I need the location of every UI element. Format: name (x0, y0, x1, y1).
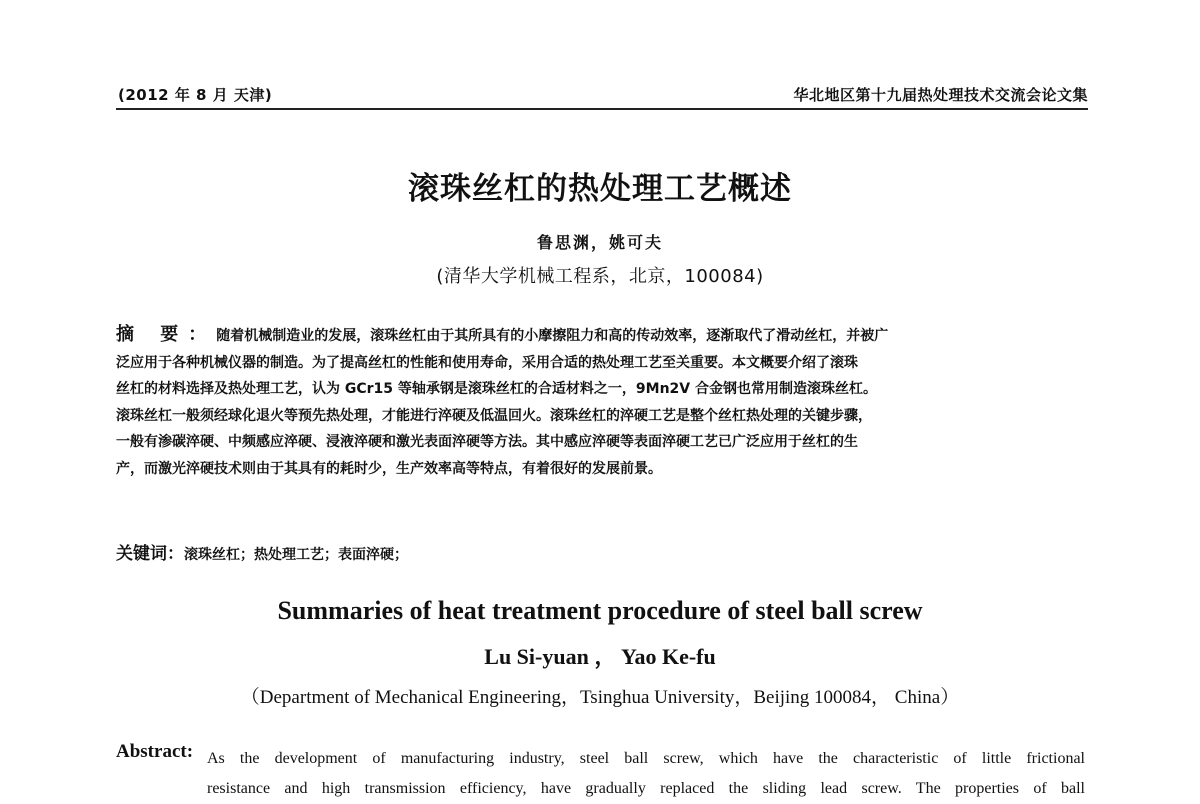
abstract-cn-line: 产，而激光淬硬技术则由于其具有的耗时少，生产效率高等特点，有着很好的发展前景。 (116, 460, 662, 477)
running-header (116, 84, 1088, 110)
abstract-en (207, 744, 1085, 804)
keywords-cn-label: 关键词： (116, 544, 184, 564)
abstract-en-label: Abstract: (116, 741, 194, 762)
header-conference-date: (2012 年 8 月 天津) (118, 86, 273, 104)
paper-title-en: Summaries of heat treatment procedure of steel ball screw (277, 596, 923, 625)
authors-cn: 鲁思渊，姚可夫 (536, 233, 663, 252)
paper-title-cn: 滚珠丝杠的热处理工艺概述 (408, 171, 792, 207)
abstract-cn (116, 322, 1086, 482)
abstract-cn-line: 滚珠丝杠一般须经球化退火等预先热处理，才能进行淬硬及低温回火。滚珠丝杠的淬硬工艺是整个丝杠热处理的关键步骤， (116, 407, 872, 424)
affiliation-en: （Department of Mechanical Engineering，Tsinghua University，Beijing 100084， China） (240, 687, 960, 708)
abstract-en-line: As the development of manufacturing industry, steel ball screw, which have the characteristic of little frictional (207, 750, 1085, 767)
keywords-cn (116, 539, 1086, 564)
keywords-cn-text: 滚珠丝杠；热处理工艺；表面淬硬； (184, 547, 408, 563)
abstract-cn-line: 随着机械制造业的发展，滚珠丝杠由于其所具有的小摩擦阻力和高的传动效率，逐渐取代了滑动丝杠，并被广 (216, 328, 889, 344)
abstract-cn-label: 摘 要： (116, 324, 217, 345)
affiliation-cn: (清华大学机械工程系，北京，100084) (436, 266, 764, 287)
abstract-cn-line: 泛应用于各种机械仪器的制造。为了提高丝杠的性能和使用寿命，采用合适的热处理工艺至关重要。本文概要介绍了滚珠 (116, 354, 858, 371)
abstract-cn-line: 一般有渗碳淬硬、中频感应淬硬、浸液淬硬和激光表面淬硬等方法。其中感应淬硬等表面淬硬工艺已广泛应用于丝杠的生 (116, 434, 858, 450)
abstract-en-line: resistance and high transmission efficiency, have gradually replaced the sliding lead screw. The properties of ball (207, 780, 1085, 797)
header-proceedings-title: 华北地区第十九届热处理技术交流会论文集 (793, 86, 1088, 104)
authors-en: Lu Si-yuan ， Yao Ke-fu (484, 644, 716, 669)
abstract-cn-line: 丝杠的材料选择及热处理工艺，认为 GCr15 等轴承钢是滚珠丝杠的合适材料之一，9Mn2V 合金钢也常用制造滚珠丝杠。 (116, 381, 877, 397)
